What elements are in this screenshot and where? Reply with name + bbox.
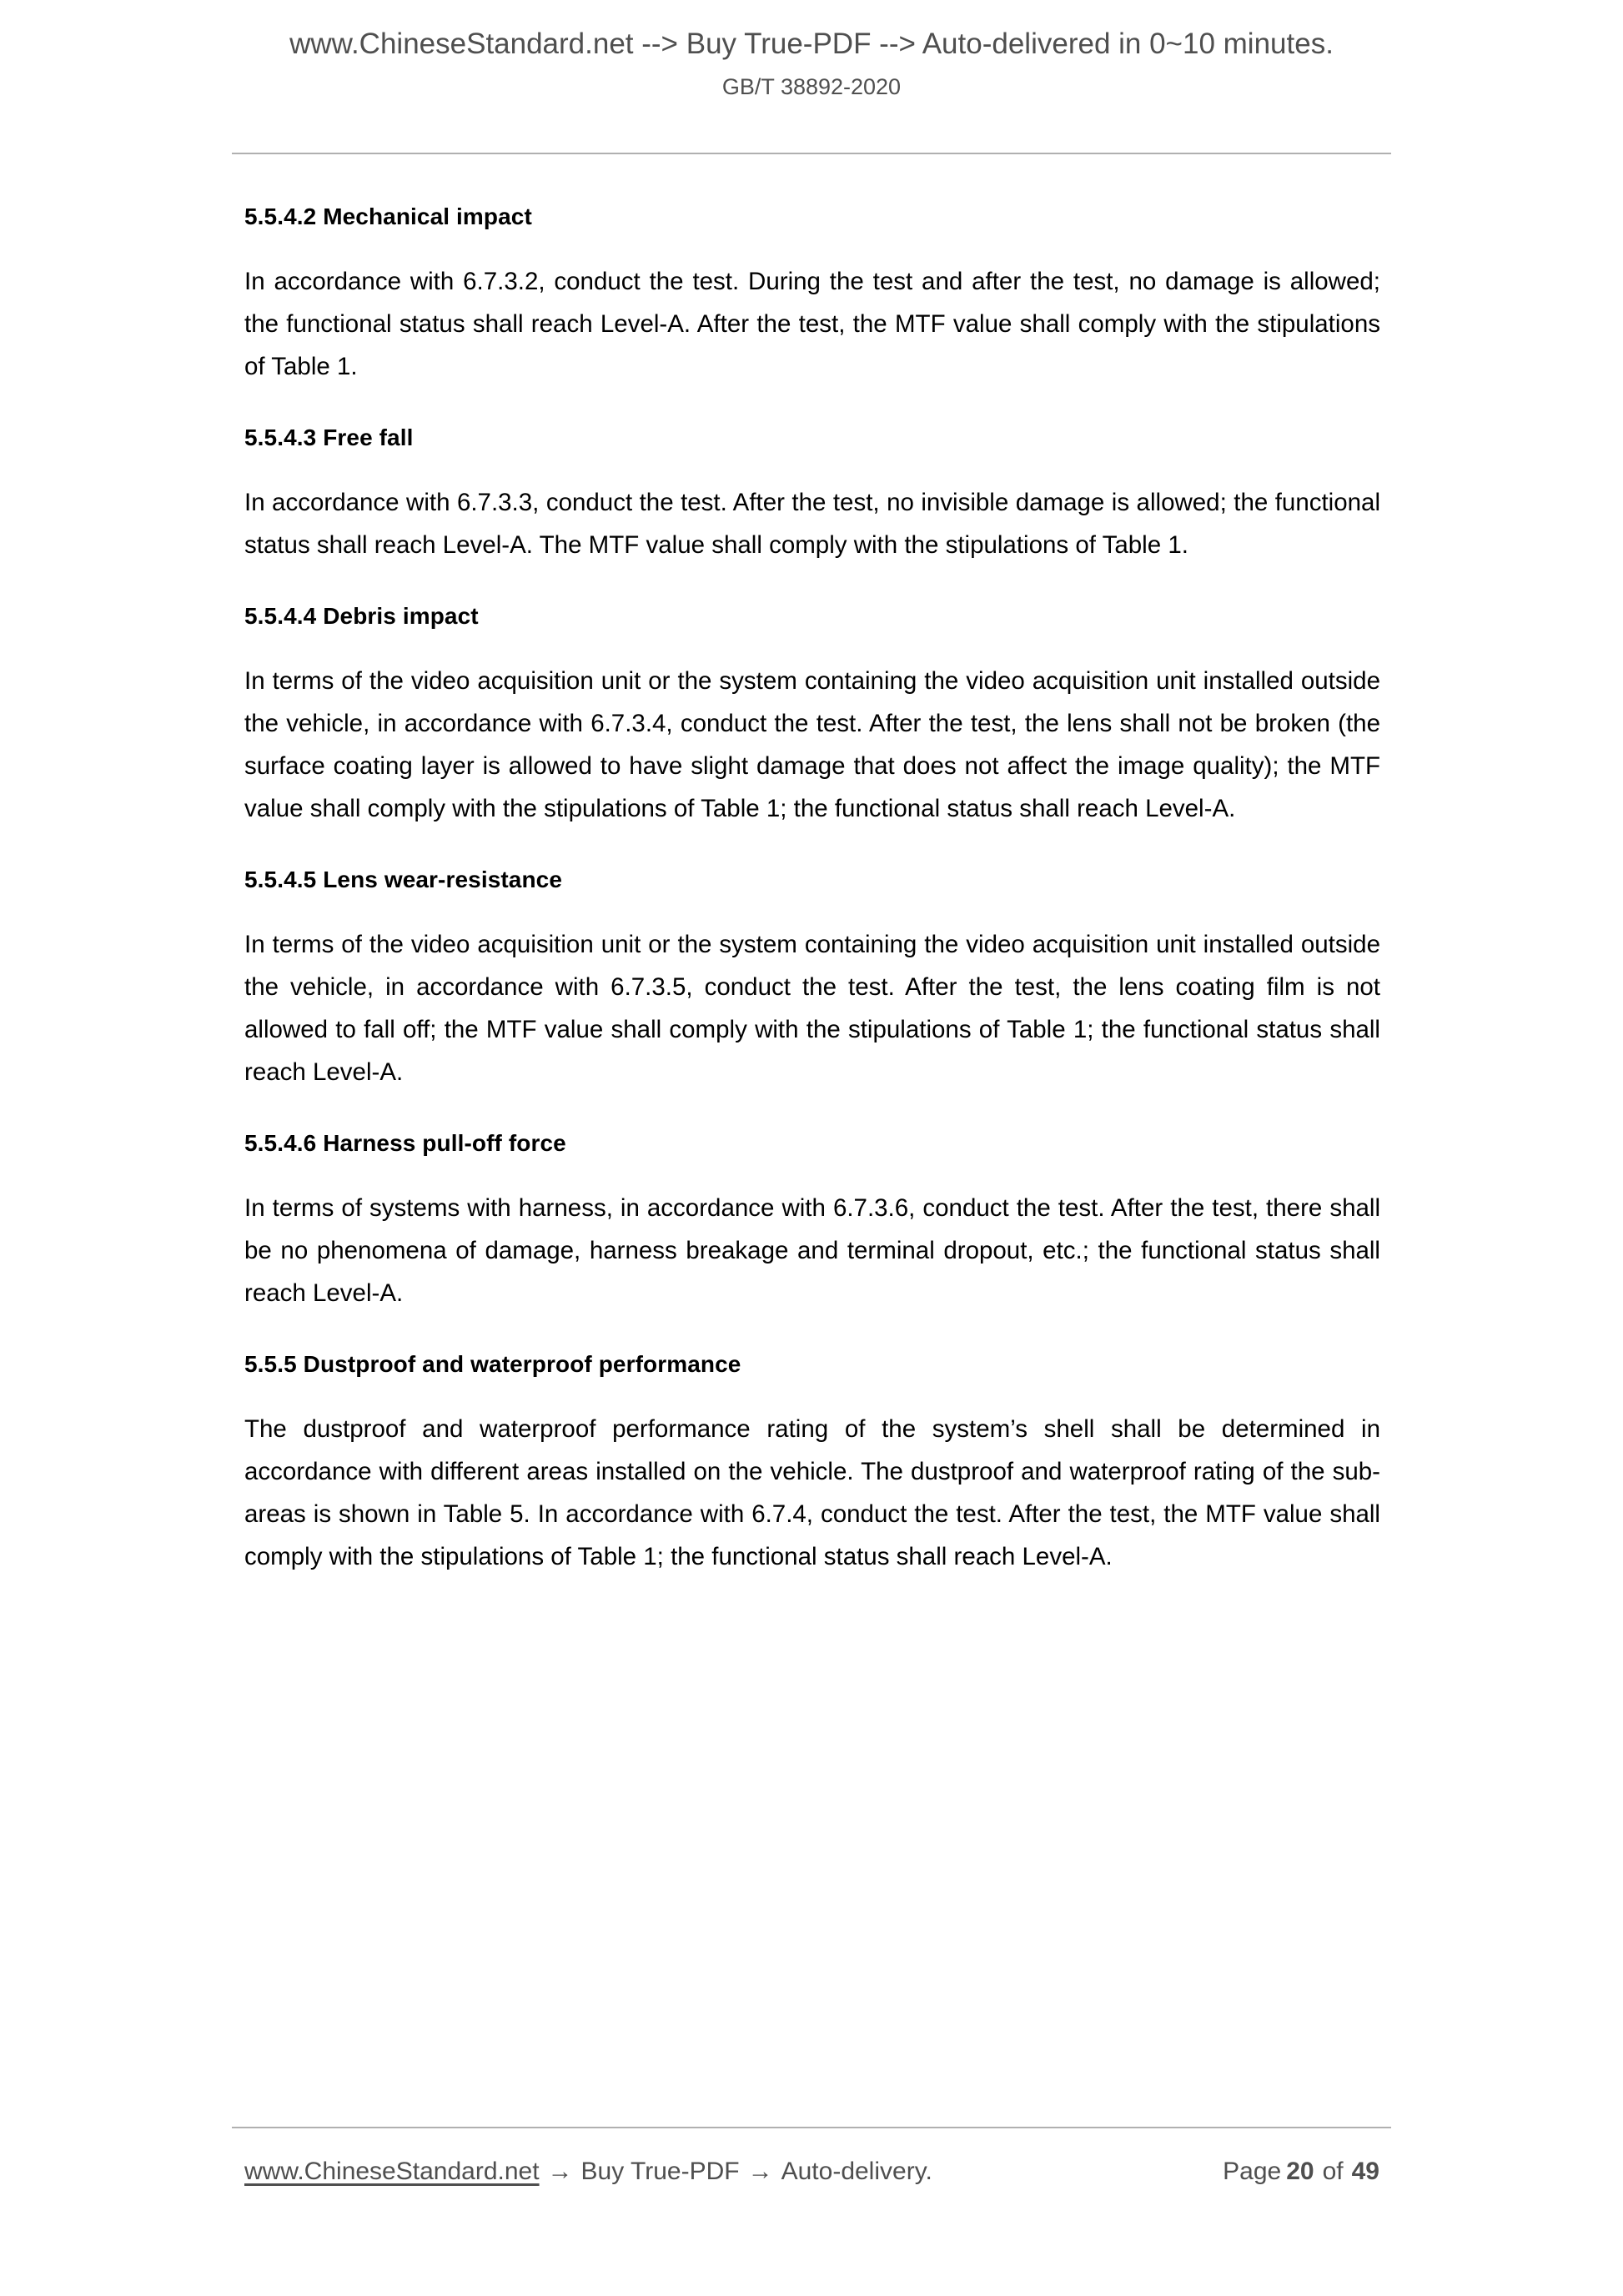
page-indicator — [1223, 2154, 1391, 2189]
section-paragraph-5-5-4-6: In terms of systems with harness, in accordance with 6.7.3.6, conduct the test. After the test, there shall be no phenomena of damage, harness breakage and terminal dropout, etc.; the functional status shall reach Level-A. — [244, 1194, 1380, 1307]
spacer — [244, 897, 1380, 923]
section-heading-5-5-5: 5.5.5 Dustproof and waterproof performance — [244, 1351, 741, 1377]
current-page-number: 20 — [1286, 2158, 1314, 2185]
page-footer — [244, 2154, 1391, 2189]
spacer — [244, 566, 1380, 600]
arrow-right-icon: → — [747, 2158, 773, 2185]
section-heading-5-5-4-2: 5.5.4.2 Mechanical impact — [244, 203, 532, 229]
section-heading-5-5-4-3: 5.5.4.3 Free fall — [244, 425, 414, 450]
section-paragraph-5-5-5: The dustproof and waterproof performance rating of the system’s shell shall be determined in accordance with different areas installed on the vehicle. The dustproof and waterproof rating of the sub-areas is shown in Table 5. In accordance with 6.7.4, conduct the test. After the test, the MTF value shall comply with the stipulations of Table 1; the functional status shall reach Level-A. — [244, 1415, 1380, 1570]
page-header — [0, 25, 1623, 103]
spacer — [244, 388, 1380, 421]
spacer — [244, 830, 1380, 863]
footer-delivery-label: Auto-delivery. — [781, 2158, 932, 2185]
page-label: Page — [1223, 2158, 1282, 2185]
header-divider — [232, 153, 1391, 154]
total-page-count: 49 — [1351, 2158, 1379, 2185]
footer-buy-label: Buy True-PDF — [580, 2158, 740, 2185]
section-paragraph-5-5-4-4: In terms of the video acquisition unit or the system containing the video acquisition unit installed outside the vehicle, in accordance with 6.7.3.4, conduct the test. After the test, the lens shall not be broken (the surface coating layer is allowed to have slight damage that does not affect the image quality); the MTF value shall comply with the stipulations of Table 1; the functional status shall reach Level-A. — [244, 667, 1380, 822]
header-promo-text: www.ChineseStandard.net --> Buy True-PDF --> Auto-delivered in 0~10 minutes. — [289, 28, 1334, 60]
spacer — [244, 1160, 1380, 1187]
of-label: of — [1322, 2158, 1344, 2185]
spacer — [244, 1093, 1380, 1127]
document-body — [244, 200, 1380, 1578]
spacer — [244, 1314, 1380, 1348]
section-paragraph-5-5-4-2: In accordance with 6.7.3.2, conduct the test. During the test and after the test, no damage is allowed; the functional status shall reach Level-A. After the test, the MTF value shall comply with the stipulations of Table 1. — [244, 268, 1380, 380]
spacer — [244, 234, 1380, 260]
spacer — [244, 633, 1380, 660]
standard-number: GB/T 38892-2020 — [721, 74, 902, 99]
footer-site-link[interactable]: www.ChineseStandard.net — [244, 2158, 540, 2185]
section-heading-5-5-4-5: 5.5.4.5 Lens wear-resistance — [244, 867, 563, 892]
spacer — [244, 455, 1380, 481]
section-heading-5-5-4-4: 5.5.4.4 Debris impact — [244, 603, 479, 629]
arrow-right-icon: → — [547, 2158, 573, 2185]
section-paragraph-5-5-4-3: In accordance with 6.7.3.3, conduct the test. After the test, no invisible damage is allowed; the functional status shall reach Level-A. The MTF value shall comply with the stipulations of Table 1. — [244, 489, 1380, 559]
spacer — [244, 1381, 1380, 1408]
section-paragraph-5-5-4-5: In terms of the video acquisition unit or the system containing the video acquisition unit installed outside the vehicle, in accordance with 6.7.3.5, conduct the test. After the test, the lens coating film is not allowed to fall off; the MTF value shall comply with the stipulations of Table 1; the functional status shall reach Level-A. — [244, 931, 1380, 1086]
section-heading-5-5-4-6: 5.5.4.6 Harness pull-off force — [244, 1130, 566, 1156]
footer-divider — [232, 2127, 1391, 2128]
